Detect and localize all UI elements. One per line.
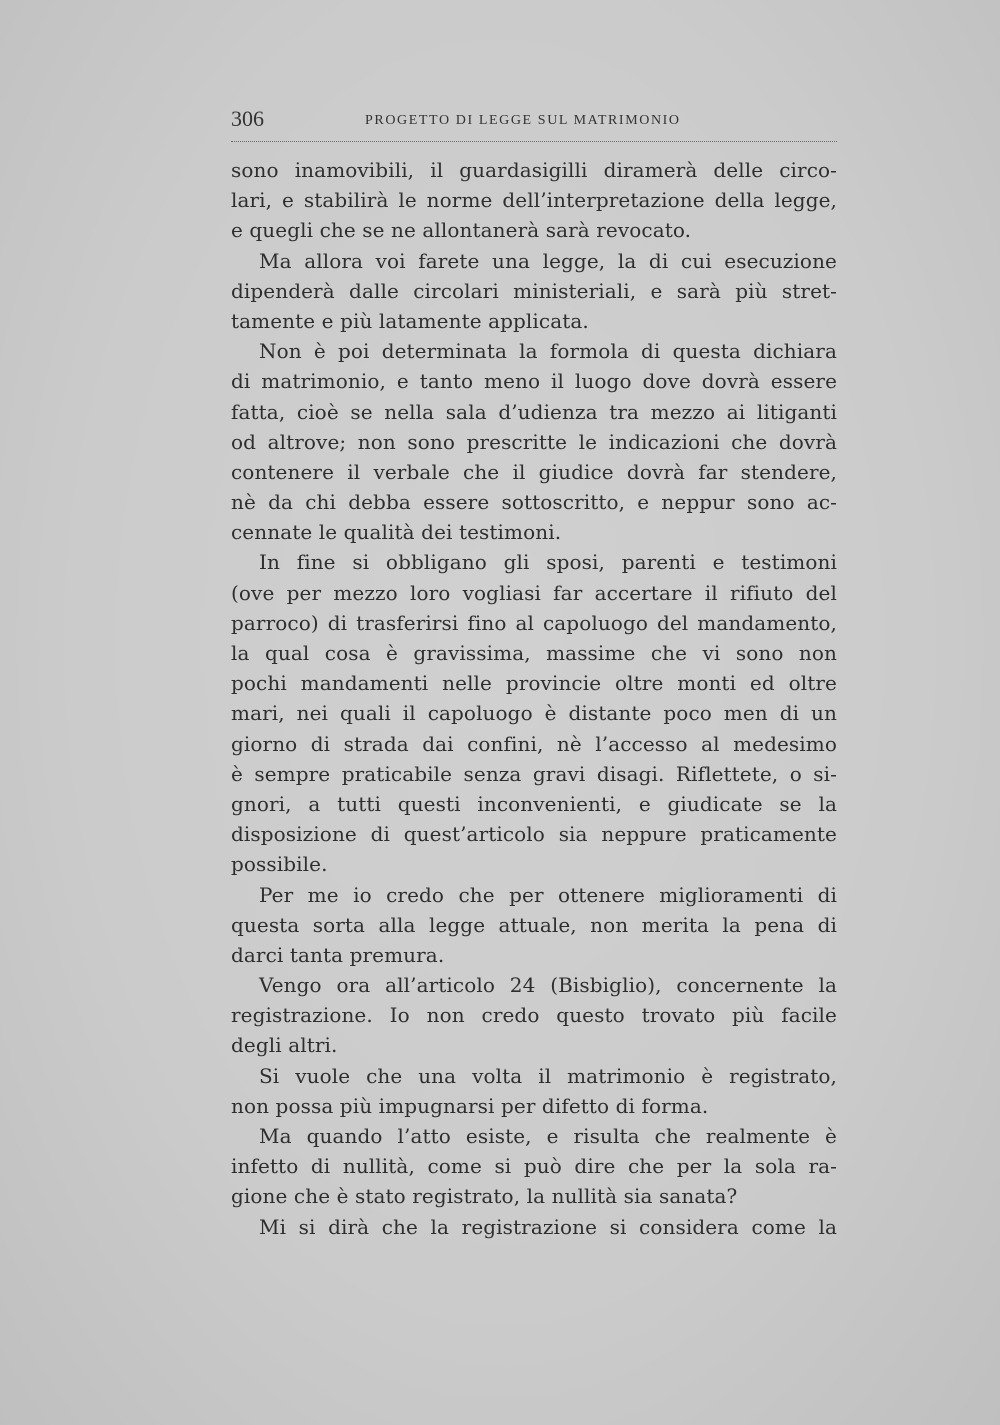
running-head: PROGETTO DI LEGGE SUL MATRIMONIO [365, 113, 681, 128]
text-line: dipenderà dalle circolari ministeriali, e sarà più stret- [231, 278, 837, 303]
header-divider [231, 141, 837, 142]
text-line: non possa più impugnarsi per difetto di forma. [231, 1093, 709, 1118]
text-line: Per me io credo che per ottenere miglioramenti di [259, 882, 837, 907]
text-line: mari, nei quali il capoluogo è distante poco men di un [231, 701, 837, 726]
text-line: questa sorta alla legge attuale, non merita la pena di [231, 912, 837, 937]
text-line: gnori, a tutti questi inconvenienti, e giudicate se la [231, 791, 837, 816]
text-line: od altrove; non sono prescritte le indicazioni che dovrà [231, 429, 837, 454]
text-line: degli altri. [231, 1033, 338, 1058]
text-line: Ma quando l’atto esiste, e risulta che realmente è [259, 1124, 837, 1148]
text-line: fatta, cioè se nella sala d’udienza tra mezzo ai litiganti [231, 399, 837, 424]
text-line: giorno di strada dai confini, nè l’accesso al medesimo [231, 731, 837, 756]
text-line: Non è poi determinata la formola di questa dichiara [259, 339, 837, 364]
text-line: Vengo ora all’articolo 24 (Bisbiglio), concernente la [259, 973, 837, 998]
text-line: tamente e più latamente applicata. [231, 308, 589, 333]
text-line: (ove per mezzo loro vogliasi far accertare il rifiuto del [231, 580, 837, 605]
text-line: la qual cosa è gravissima, massime che vi sono non [231, 641, 837, 665]
page-header [231, 106, 837, 142]
text-line: cennate le qualità dei testimoni. [231, 520, 562, 545]
text-line: gione che è stato registrato, la nullità sia sanata? [231, 1184, 738, 1209]
text-line: contenere il verbale che il giudice dovrà far stendere, [231, 459, 837, 484]
text-line: possibile. [231, 852, 328, 877]
text-line: registrazione. Io non credo questo trovato più facile [231, 1003, 837, 1028]
text-line: Si vuole che una volta il matrimonio è registrato, [259, 1063, 837, 1088]
text-line: nè da chi debba essere sottoscritto, e neppur sono ac- [231, 490, 837, 515]
text-line: sono inamovibili, il guardasigilli diramerà delle circo- [231, 158, 837, 182]
text-line: pochi mandamenti nelle provincie oltre monti ed oltre [231, 671, 837, 696]
text-line: infetto di nullità, come si può dire che per la sola ra- [231, 1154, 837, 1179]
text-line: In fine si obbligano gli sposi, parenti e testimoni [259, 550, 837, 575]
text-line: Mi si dirà che la registrazione si considera come la [259, 1214, 837, 1239]
text-line: disposizione di quest’articolo sia neppure praticamente [231, 822, 837, 847]
text-line: parroco) di trasferirsi fino al capoluogo del mandamento, [231, 610, 837, 635]
body-text [231, 155, 837, 1242]
text-line: è sempre praticabile senza gravi disagi. Riflettete, o si- [231, 761, 837, 786]
text-line: di matrimonio, e tanto meno il luogo dove dovrà essere [231, 369, 837, 394]
text-line: e quegli che se ne allontanerà sarà revocato. [231, 218, 692, 243]
text-line: darci tanta premura. [231, 942, 445, 967]
text-line: lari, e stabilirà le norme dell’interpretazione della legge, [231, 188, 837, 213]
page-number: 306 [231, 106, 264, 131]
text-line: Ma allora voi farete una legge, la di cui esecuzione [259, 248, 837, 273]
